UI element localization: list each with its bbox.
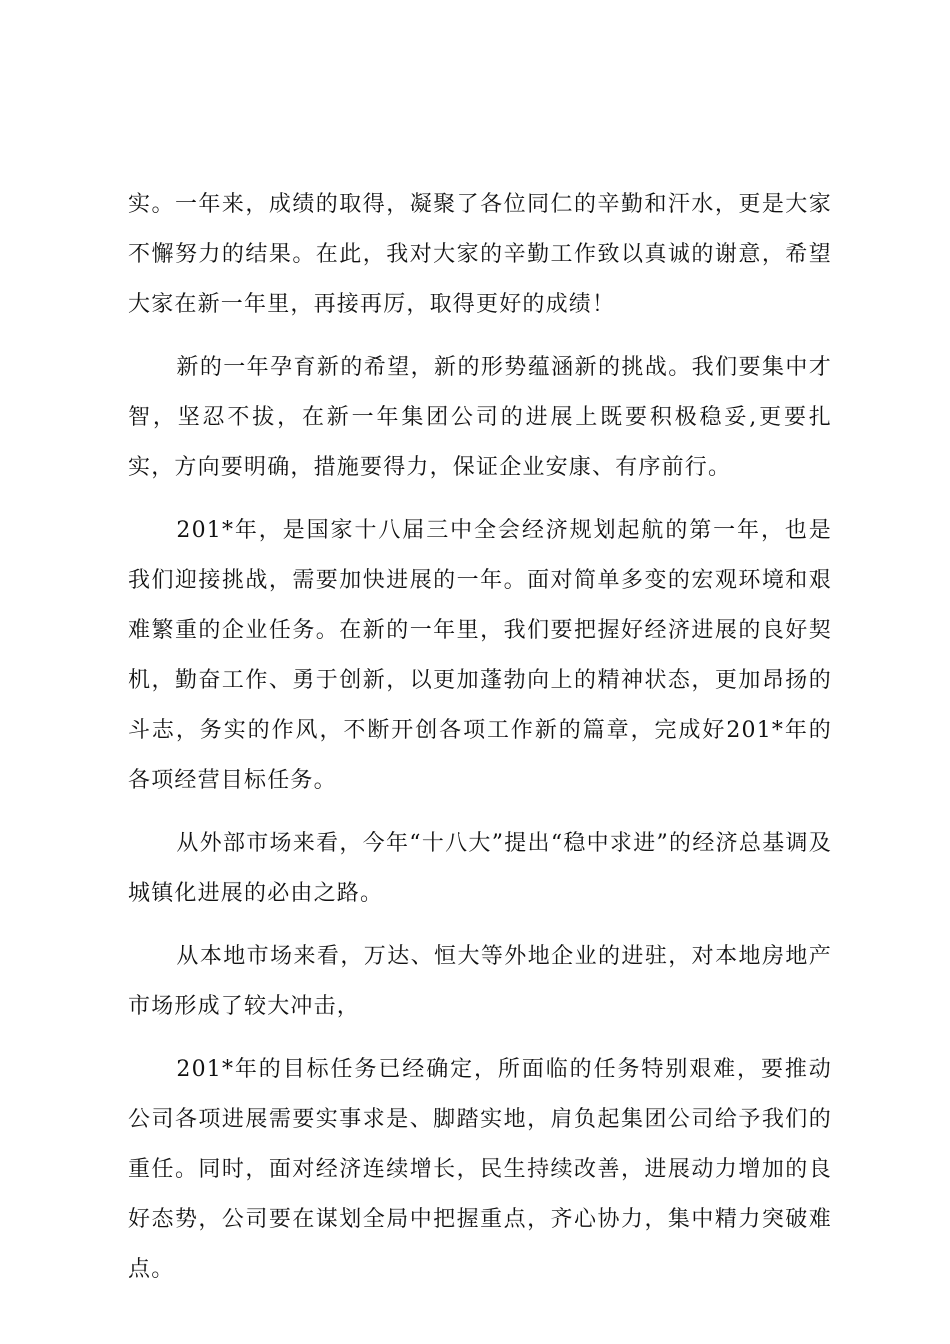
paragraph-new-year-hope: 新的一年孕育新的希望，新的形势蕴涵新的挑战。我们要集中才智，坚忍不拔，在新一年集团公司的进展上既要积极稳妥,更要扎实，方向要明确，措施要得力，保证企业安康、有序前行。 [128, 355, 832, 480]
paragraph-continuation: 实。一年来，成绩的取得，凝聚了各位同仁的辛勤和汗水，更是大家不懈努力的结果。在此，我对大家的辛勤工作致以真诚的谢意，希望大家在新一年里，再接再厉，取得更好的成绩！ [128, 192, 832, 317]
paragraph-plan-first-year: 201*年，是国家十八届三中全会经济规划起航的第一年，也是我们迎接挑战，需要加快进展的一年。面对简单多变的宏观环境和艰难繁重的企业任务。在新的一年里，我们要把握好经济进展的良好契机，勤奋工作、勇于创新，以更加蓬勃向上的精神状态，更加昂扬的斗志，务实的作风，不断开创各项工作新的篇章，完成好201*年的各项经营目标任务。 [128, 518, 832, 793]
paragraph-target-tasks: 201*年的目标任务已经确定，所面临的任务特别艰难，要推动公司各项进展需要实事求是、脚踏实地，肩负起集团公司给予我们的重任。同时，面对经济连续增长，民生持续改善，进展动力增加的良好态势，公司要在谋划全局中把握重点，齐心协力，集中精力突破难点。 [128, 1057, 832, 1282]
document-body [128, 180, 832, 1308]
paragraph-external-market: 从外部市场来看，今年“十八大”提出“稳中求进”的经济总基调及城镇化进展的必由之路。 [128, 831, 832, 906]
paragraph-local-market: 从本地市场来看，万达、恒大等外地企业的进驻，对本地房地产市场形成了较大冲击， [128, 944, 832, 1019]
